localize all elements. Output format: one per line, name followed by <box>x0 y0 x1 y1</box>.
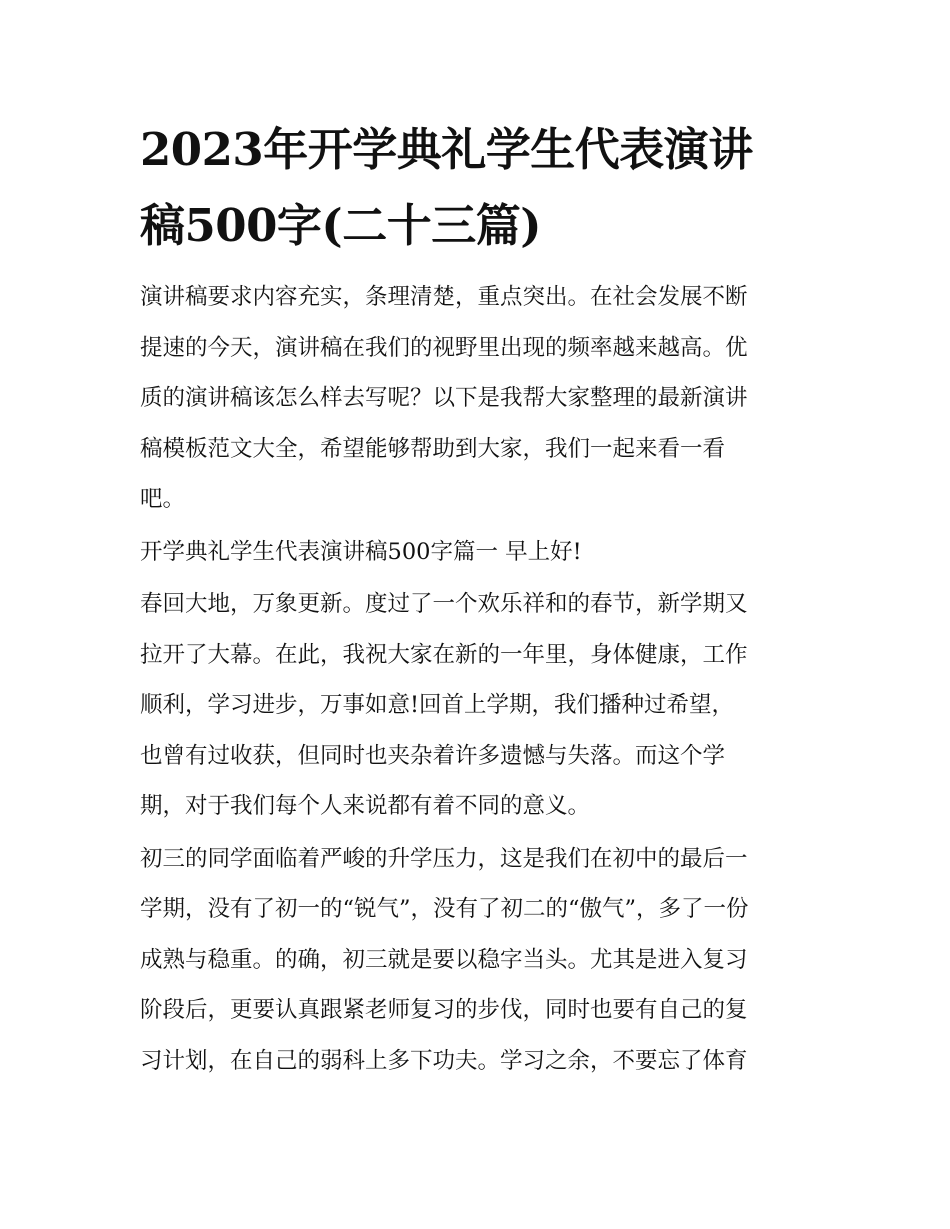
body-paragraph: 春回大地，万象更新。度过了一个欢乐祥和的春节，新学期又 拉开了大幕。在此，我祝大家在新的一年里，身体健康，工作 顺利，学习进步，万事如意!回首上学期，我们播种过希望， 也曾有过收获，但同时也夹杂着许多遗憾与失落。而这个学 期，对于我们每个人来说都有着不同的意义。 <box>140 591 748 819</box>
document-title: 2023年开学典礼学生代表演讲 稿500字(二十三篇) <box>140 123 753 252</box>
section-heading-paragraph: 开学典礼学生代表演讲稿500字篇一 早上好! <box>140 538 582 565</box>
intro-paragraph: 演讲稿要求内容充实，条理清楚，重点突出。在社会发展不断 提速的今天，演讲稿在我们的视野里出现的频率越来越高。优 质的演讲稿该怎么样去写呢？以下是我帮大家整理的最新演讲 稿模板范文大全，希望能够帮助到大家，我们一起来看一看 吧。 <box>140 284 748 512</box>
document-body <box>140 112 812 1088</box>
body-paragraph: 初三的同学面临着严峻的升学压力，这是我们在初中的最后一 学期，没有了初一的“锐气”，没有了初二的“傲气”，多了一份 成熟与稳重。的确，初三就是要以稳字当头。尤其是进入复习 阶段后，更要认真跟紧老师复习的步伐，同时也要有自己的复 习计划，在自己的弱科上多下功夫。学习之余，不要忘了体育 <box>140 845 749 1074</box>
